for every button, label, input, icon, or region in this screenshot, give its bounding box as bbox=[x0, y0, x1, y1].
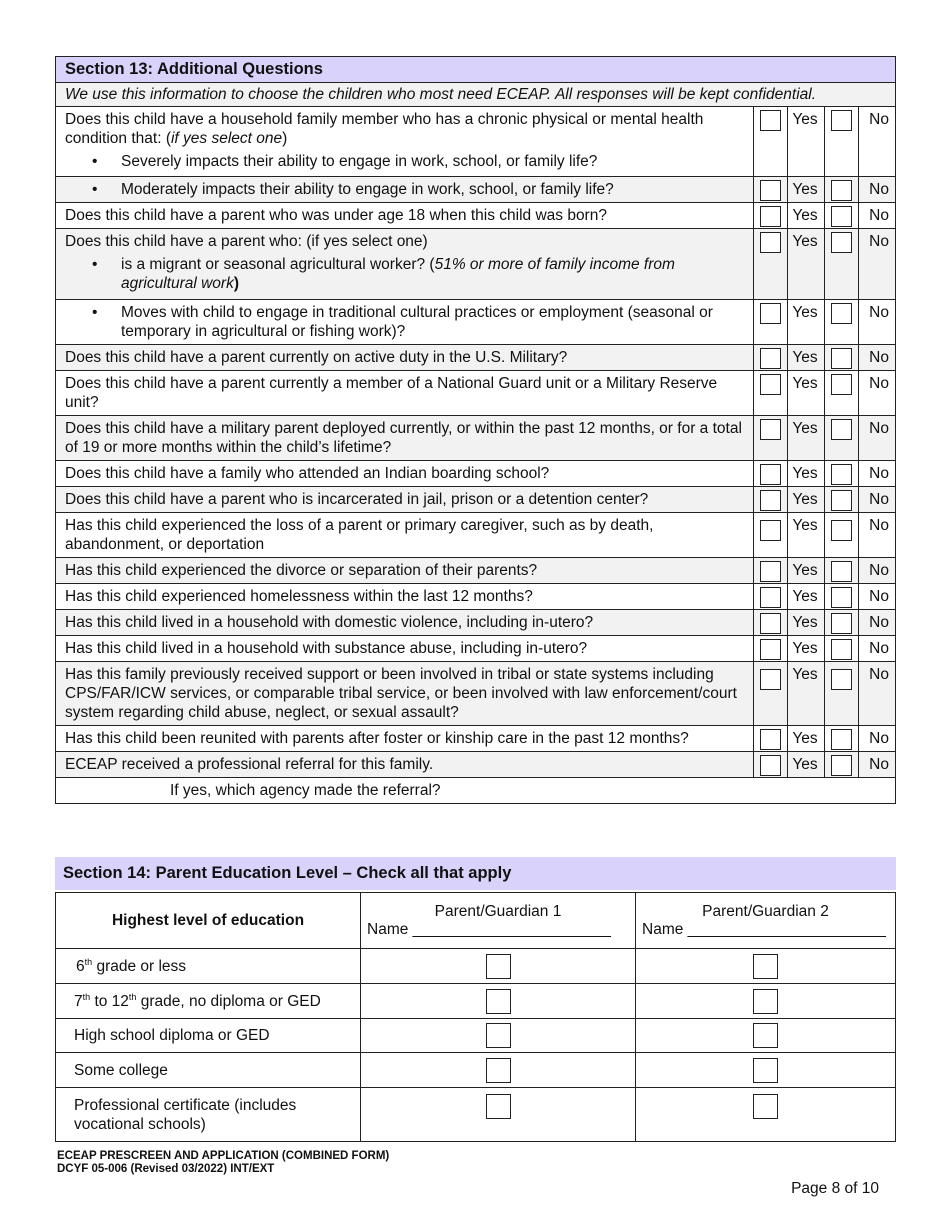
education-label: Some college bbox=[56, 1053, 361, 1088]
no-checkbox[interactable] bbox=[831, 561, 852, 582]
referral-agency-field[interactable]: If yes, which agency made the referral? bbox=[56, 778, 896, 804]
question-row bbox=[56, 229, 896, 300]
parent2-checkbox[interactable] bbox=[753, 989, 778, 1014]
parent1-checkbox[interactable] bbox=[486, 989, 511, 1014]
education-row bbox=[56, 949, 896, 984]
yes-label: Yes bbox=[788, 636, 825, 662]
education-label: 6th grade or less bbox=[56, 949, 361, 984]
education-column-header: Highest level of education bbox=[56, 893, 361, 949]
no-label: No bbox=[859, 513, 896, 558]
no-label: No bbox=[859, 662, 896, 726]
parent2-checkbox[interactable] bbox=[753, 954, 778, 979]
bullet-note: 51% or more of family income from agricultural work bbox=[121, 256, 675, 292]
question-row bbox=[56, 107, 896, 177]
parent-guardian-1-label: Parent/Guardian 1 bbox=[434, 902, 562, 920]
question-row bbox=[56, 416, 896, 461]
question-text: Does this child have a parent who is incarcerated in jail, prison or a detention center? bbox=[56, 487, 754, 513]
question-bullet: • Severely impacts their ability to engage in work, school, or family life? bbox=[65, 152, 744, 171]
yes-checkbox[interactable] bbox=[760, 587, 781, 608]
parent2-checkbox[interactable] bbox=[753, 1058, 778, 1083]
page-number: Page 8 of 10 bbox=[791, 1180, 879, 1197]
parent-guardian-1-name-field[interactable]: Name _______________________ bbox=[367, 920, 611, 938]
education-row bbox=[56, 1053, 896, 1088]
parent-guardian-2-name-field[interactable]: Name _______________________ bbox=[642, 920, 886, 938]
yes-label: Yes bbox=[788, 487, 825, 513]
no-checkbox[interactable] bbox=[831, 206, 852, 227]
question-text: Has this child experienced the loss of a parent or primary caregiver, such as by death, abandonment, or deportation bbox=[56, 513, 754, 558]
form-number: DCYF 05-006 (Revised 03/2022) INT/EXT bbox=[57, 1163, 275, 1175]
education-row bbox=[56, 984, 896, 1019]
yes-checkbox[interactable] bbox=[760, 490, 781, 511]
education-label: High school diploma or GED bbox=[56, 1019, 361, 1053]
yes-label: Yes bbox=[788, 558, 825, 584]
question-bullet: • Moves with child to engage in traditional cultural practices or employment (seasonal or temporary in agricultural or fishing work)? bbox=[65, 303, 744, 341]
question-text: Does this child have a parent currently a member of a National Guard unit or a Military Reserve unit? bbox=[56, 371, 754, 416]
question-note: if yes select one bbox=[170, 130, 283, 147]
yes-checkbox[interactable] bbox=[760, 729, 781, 750]
no-checkbox[interactable] bbox=[831, 180, 852, 201]
parent2-checkbox[interactable] bbox=[753, 1094, 778, 1119]
section-13-title: Section 13: Additional Questions bbox=[56, 57, 896, 83]
section-14-table bbox=[55, 892, 896, 1142]
yes-label: Yes bbox=[788, 107, 825, 177]
no-checkbox[interactable] bbox=[831, 419, 852, 440]
question-row bbox=[56, 558, 896, 584]
yes-label: Yes bbox=[788, 584, 825, 610]
question-text: ECEAP received a professional referral for this family. bbox=[56, 752, 754, 778]
question-row bbox=[56, 513, 896, 558]
question-row bbox=[56, 584, 896, 610]
question-row bbox=[56, 610, 896, 636]
question-text: Has this child lived in a household with substance abuse, including in-utero? bbox=[56, 636, 754, 662]
yes-label: Yes bbox=[788, 177, 825, 203]
no-label: No bbox=[859, 726, 896, 752]
no-checkbox[interactable] bbox=[831, 520, 852, 541]
question-row bbox=[56, 726, 896, 752]
no-checkbox[interactable] bbox=[831, 374, 852, 395]
no-label: No bbox=[859, 610, 896, 636]
section-14-title: Section 14: Parent Education Level – Check all that apply bbox=[55, 857, 896, 890]
no-label: No bbox=[859, 461, 896, 487]
yes-label: Yes bbox=[788, 371, 825, 416]
question-row bbox=[56, 636, 896, 662]
yes-checkbox[interactable] bbox=[760, 303, 781, 324]
form-name: ECEAP PRESCREEN AND APPLICATION (COMBINED FORM) bbox=[57, 1150, 390, 1162]
question-text: Has this child been reunited with parents after foster or kinship care in the past 12 months? bbox=[56, 726, 754, 752]
yes-checkbox[interactable] bbox=[760, 613, 781, 634]
question-text: Has this child experienced homelessness within the last 12 months? bbox=[56, 584, 754, 610]
no-checkbox[interactable] bbox=[831, 587, 852, 608]
section-13-intro: We use this information to choose the children who most need ECEAP. All responses will be kept confidential. bbox=[56, 83, 896, 107]
no-checkbox[interactable] bbox=[831, 110, 852, 131]
yes-checkbox[interactable] bbox=[760, 755, 781, 776]
no-label: No bbox=[859, 487, 896, 513]
yes-checkbox[interactable] bbox=[760, 464, 781, 485]
parent-guardian-1-header bbox=[361, 893, 636, 949]
parent1-checkbox[interactable] bbox=[486, 1094, 511, 1119]
no-label: No bbox=[859, 107, 896, 177]
question-row bbox=[56, 300, 896, 345]
yes-label: Yes bbox=[788, 229, 825, 300]
question-row bbox=[56, 461, 896, 487]
no-label: No bbox=[859, 345, 896, 371]
bullet-note-close: ) bbox=[233, 275, 240, 292]
no-checkbox[interactable] bbox=[831, 348, 852, 369]
question-text: Does this child have a parent who: (if yes select one) bbox=[65, 233, 428, 250]
no-label: No bbox=[859, 752, 896, 778]
yes-label: Yes bbox=[788, 662, 825, 726]
question-text: Has this family previously received support or been involved in tribal or state systems including CPS/FAR/ICW services, or comparable tribal service, or been involved with law enforcement/court system regarding child abuse, neglect, or sexual assault? bbox=[56, 662, 754, 726]
no-label: No bbox=[859, 300, 896, 345]
yes-label: Yes bbox=[788, 416, 825, 461]
yes-label: Yes bbox=[788, 461, 825, 487]
parent2-checkbox[interactable] bbox=[753, 1023, 778, 1048]
parent1-checkbox[interactable] bbox=[486, 954, 511, 979]
yes-checkbox[interactable] bbox=[760, 520, 781, 541]
parent1-checkbox[interactable] bbox=[486, 1058, 511, 1083]
question-text: Does this child have a parent who was under age 18 when this child was born? bbox=[56, 203, 754, 229]
question-text: Has this child lived in a household with domestic violence, including in-utero? bbox=[56, 610, 754, 636]
question-text: Does this child have a family who attended an Indian boarding school? bbox=[56, 461, 754, 487]
question-bullet bbox=[65, 255, 744, 293]
education-label: 7th to 12th grade, no diploma or GED bbox=[56, 984, 361, 1019]
no-checkbox[interactable] bbox=[831, 303, 852, 324]
referral-row bbox=[56, 778, 896, 804]
parent-guardian-2-header bbox=[636, 893, 896, 949]
no-label: No bbox=[859, 416, 896, 461]
yes-label: Yes bbox=[788, 513, 825, 558]
education-row bbox=[56, 1088, 896, 1142]
yes-checkbox[interactable] bbox=[760, 232, 781, 253]
parent-guardian-2-label: Parent/Guardian 2 bbox=[702, 902, 829, 920]
no-checkbox[interactable] bbox=[831, 464, 852, 485]
question-row bbox=[56, 177, 896, 203]
bullet-text: is a migrant or seasonal agricultural worker? ( bbox=[121, 256, 435, 273]
no-label: No bbox=[859, 177, 896, 203]
no-label: No bbox=[859, 229, 896, 300]
question-row bbox=[56, 345, 896, 371]
yes-checkbox[interactable] bbox=[760, 110, 781, 131]
no-label: No bbox=[859, 371, 896, 416]
no-checkbox[interactable] bbox=[831, 613, 852, 634]
question-row bbox=[56, 662, 896, 726]
yes-checkbox[interactable] bbox=[760, 374, 781, 395]
yes-checkbox[interactable] bbox=[760, 348, 781, 369]
yes-checkbox[interactable] bbox=[760, 639, 781, 660]
form-footer bbox=[57, 1150, 389, 1176]
no-checkbox[interactable] bbox=[831, 232, 852, 253]
no-checkbox[interactable] bbox=[831, 490, 852, 511]
question-text: Has this child experienced the divorce or separation of their parents? bbox=[56, 558, 754, 584]
no-checkbox[interactable] bbox=[831, 755, 852, 776]
no-checkbox[interactable] bbox=[831, 639, 852, 660]
section-13-table bbox=[55, 56, 896, 804]
yes-label: Yes bbox=[788, 300, 825, 345]
question-text: Does this child have a military parent deployed currently, or within the past 12 months, or for a total of 19 or more months within the child’s lifetime? bbox=[56, 416, 754, 461]
parent1-checkbox[interactable] bbox=[486, 1023, 511, 1048]
yes-checkbox[interactable] bbox=[760, 669, 781, 690]
no-label: No bbox=[859, 584, 896, 610]
no-label: No bbox=[859, 636, 896, 662]
yes-label: Yes bbox=[788, 203, 825, 229]
question-row bbox=[56, 203, 896, 229]
yes-checkbox[interactable] bbox=[760, 180, 781, 201]
yes-checkbox[interactable] bbox=[760, 419, 781, 440]
yes-checkbox[interactable] bbox=[760, 206, 781, 227]
yes-label: Yes bbox=[788, 345, 825, 371]
question-text: Does this child have a household family member who has a chronic physical or mental health condition that: ( bbox=[65, 111, 704, 147]
question-row bbox=[56, 487, 896, 513]
education-row bbox=[56, 1019, 896, 1053]
question-text: Does this child have a parent currently on active duty in the U.S. Military? bbox=[56, 345, 754, 371]
yes-label: Yes bbox=[788, 752, 825, 778]
yes-label: Yes bbox=[788, 610, 825, 636]
no-checkbox[interactable] bbox=[831, 669, 852, 690]
yes-label: Yes bbox=[788, 726, 825, 752]
question-note-close: ) bbox=[282, 130, 288, 147]
question-row bbox=[56, 371, 896, 416]
no-checkbox[interactable] bbox=[831, 729, 852, 750]
question-bullet: • Moderately impacts their ability to engage in work, school, or family life? bbox=[65, 180, 744, 199]
no-label: No bbox=[859, 203, 896, 229]
no-label: No bbox=[859, 558, 896, 584]
yes-checkbox[interactable] bbox=[760, 561, 781, 582]
education-label: Professional certificate (includes vocational schools) bbox=[56, 1088, 361, 1142]
question-row bbox=[56, 752, 896, 778]
